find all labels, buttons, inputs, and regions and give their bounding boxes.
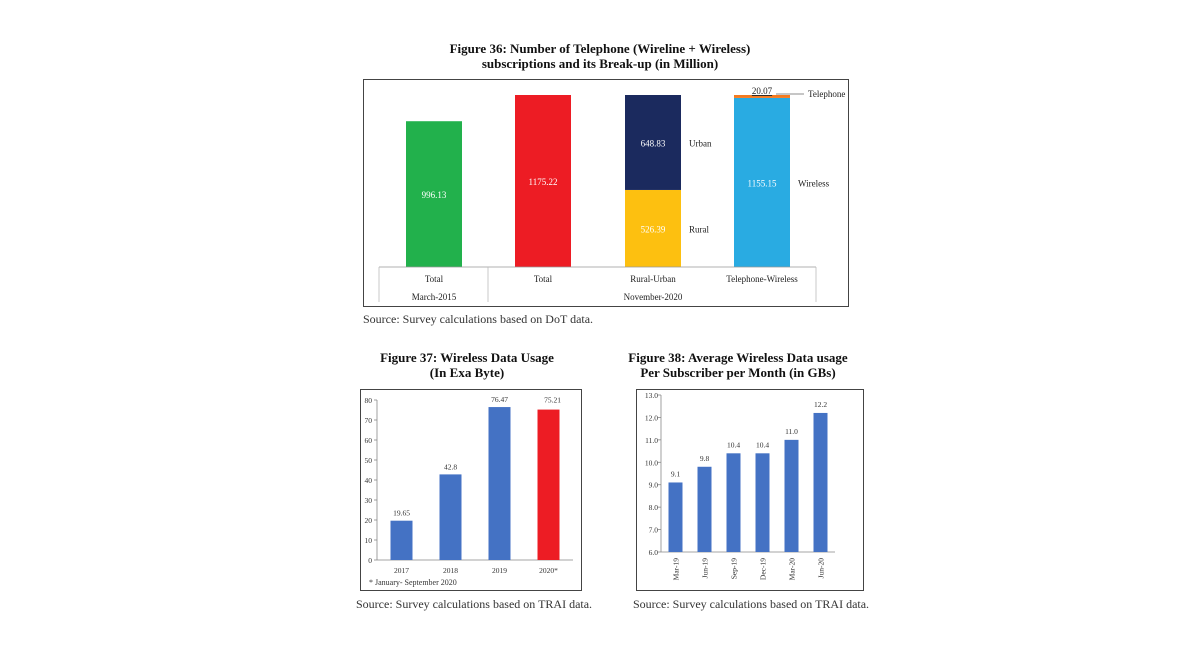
fig38-title-line1: Figure 38: Average Wireless Data usage: [628, 350, 848, 365]
fig37-source: Source: Survey calculations based on TRAI data.: [356, 597, 593, 611]
fig36-title-line2: subscriptions and its Break-up (in Million): [481, 56, 719, 71]
fig38-bar-Mar-19: [669, 482, 683, 552]
fig37-xtick-label: 2017: [394, 566, 409, 575]
fig37-xtick-label: 2019: [492, 566, 507, 575]
fig38-value-label: 9.1: [670, 469, 681, 479]
fig38-bar-Sep-19: [727, 453, 741, 552]
fig38-xtick-label: Jun-20: [816, 558, 826, 579]
fig37-ytick-label: 10: [364, 536, 372, 545]
category-label-3: Rural-Urban: [630, 274, 676, 284]
category-label-1: Total: [424, 274, 444, 284]
label-rural-value: 526.39: [640, 224, 666, 235]
fig37-bar-2020: [538, 410, 560, 560]
fig38-ytick-label: 10.0: [644, 458, 658, 468]
fig37-ytick-label: 20: [364, 516, 372, 525]
fig37-ytick-label: 30: [364, 496, 372, 505]
label-telephone-name: Telephone: [808, 89, 846, 99]
label-urban-value: 648.83: [640, 138, 666, 149]
fig37-ytick-label: 70: [364, 416, 372, 425]
fig36-source: Source: Survey calculations based on DoT data.: [363, 312, 594, 326]
fig38-xtick-label: Sep-19: [729, 558, 739, 580]
label-wireless-name: Wireless: [798, 178, 830, 189]
fig37-bar-2017: [391, 521, 413, 560]
fig38-ytick-label: 8.0: [648, 503, 658, 513]
fig37-xtick-label: 2020*: [539, 566, 558, 575]
fig36-chart-frame: [363, 79, 849, 307]
fig37-title-line1: Figure 37: Wireless Data Usage: [380, 350, 554, 365]
fig36-chart: [364, 80, 848, 306]
fig37-xtick-label: 2018: [443, 566, 458, 575]
fig38-bar-Jun-20: [814, 413, 828, 552]
fig36-title: [410, 41, 790, 71]
fig37-chart-frame: [360, 389, 582, 591]
label-wireless-value: 1155.15: [747, 178, 777, 189]
fig37-value-label: 76.47: [491, 395, 508, 405]
category-label-2: Total: [533, 274, 553, 284]
fig37-chart: [361, 390, 581, 590]
fig38-ytick-label: 13.0: [644, 391, 658, 400]
fig37-ytick-label: 40: [364, 476, 372, 485]
fig36-title-line1: Figure 36: Number of Telephone (Wireline + Wireless): [449, 41, 751, 56]
group-label-2015: March-2015: [411, 292, 457, 302]
fig38-xtick-label: Mar-19: [671, 558, 681, 581]
fig37-ytick-label: 60: [364, 436, 372, 445]
fig38-value-label: 11.0: [785, 426, 798, 436]
fig38-ytick-label: 12.0: [644, 413, 658, 423]
fig37-title-line2: (In Exa Byte): [429, 365, 505, 380]
fig38-value-label: 10.4: [755, 440, 770, 450]
fig37-ytick-label: 50: [364, 456, 372, 465]
fig37-bar-2018: [440, 474, 462, 560]
fig37-bar-2019: [489, 407, 511, 560]
fig38-xtick-label: Dec-19: [758, 558, 768, 581]
fig37-value-label: 42.8: [443, 462, 458, 472]
fig38-ytick-label: 7.0: [648, 525, 658, 535]
fig38-bar-Jun-19: [698, 467, 712, 552]
fig38-value-label: 9.8: [699, 453, 710, 463]
fig38-title: [606, 350, 870, 380]
category-label-4: Telephone-Wireless: [726, 274, 798, 284]
fig38-chart-frame: [636, 389, 864, 591]
label-total-2015: 996.13: [421, 190, 447, 201]
group-label-2020: November-2020: [623, 292, 683, 302]
label-telephone-value: 20.07: [751, 86, 773, 96]
label-urban-name: Urban: [689, 138, 712, 149]
label-total-2020: 1175.22: [528, 177, 558, 187]
fig38-value-label: 12.2: [813, 399, 828, 409]
label-rural-name: Rural: [689, 224, 709, 235]
fig37-footnote: * January- September 2020: [369, 578, 457, 587]
fig38-value-label: 10.4: [726, 440, 741, 450]
fig38-chart: [637, 390, 863, 590]
fig38-xtick-label: Jun-19: [700, 558, 710, 579]
fig38-title-line2: Per Subscriber per Month (in GBs): [640, 365, 836, 380]
fig38-source: Source: Survey calculations based on TRAI data.: [633, 597, 870, 611]
fig38-ytick-label: 11.0: [645, 435, 658, 445]
fig37-ytick-label: 0: [368, 556, 372, 565]
fig37-title: [340, 350, 594, 380]
fig38-bar-Dec-19: [756, 453, 770, 552]
fig38-ytick-label: 9.0: [648, 480, 658, 490]
fig38-bar-Mar-20: [785, 440, 799, 552]
fig38-xtick-label: Mar-20: [787, 558, 797, 581]
fig37-value-label: 75.21: [544, 395, 561, 405]
fig38-ytick-label: 6.0: [648, 548, 658, 557]
fig37-ytick-label: 80: [364, 396, 372, 405]
fig37-value-label: 19.65: [393, 508, 410, 518]
